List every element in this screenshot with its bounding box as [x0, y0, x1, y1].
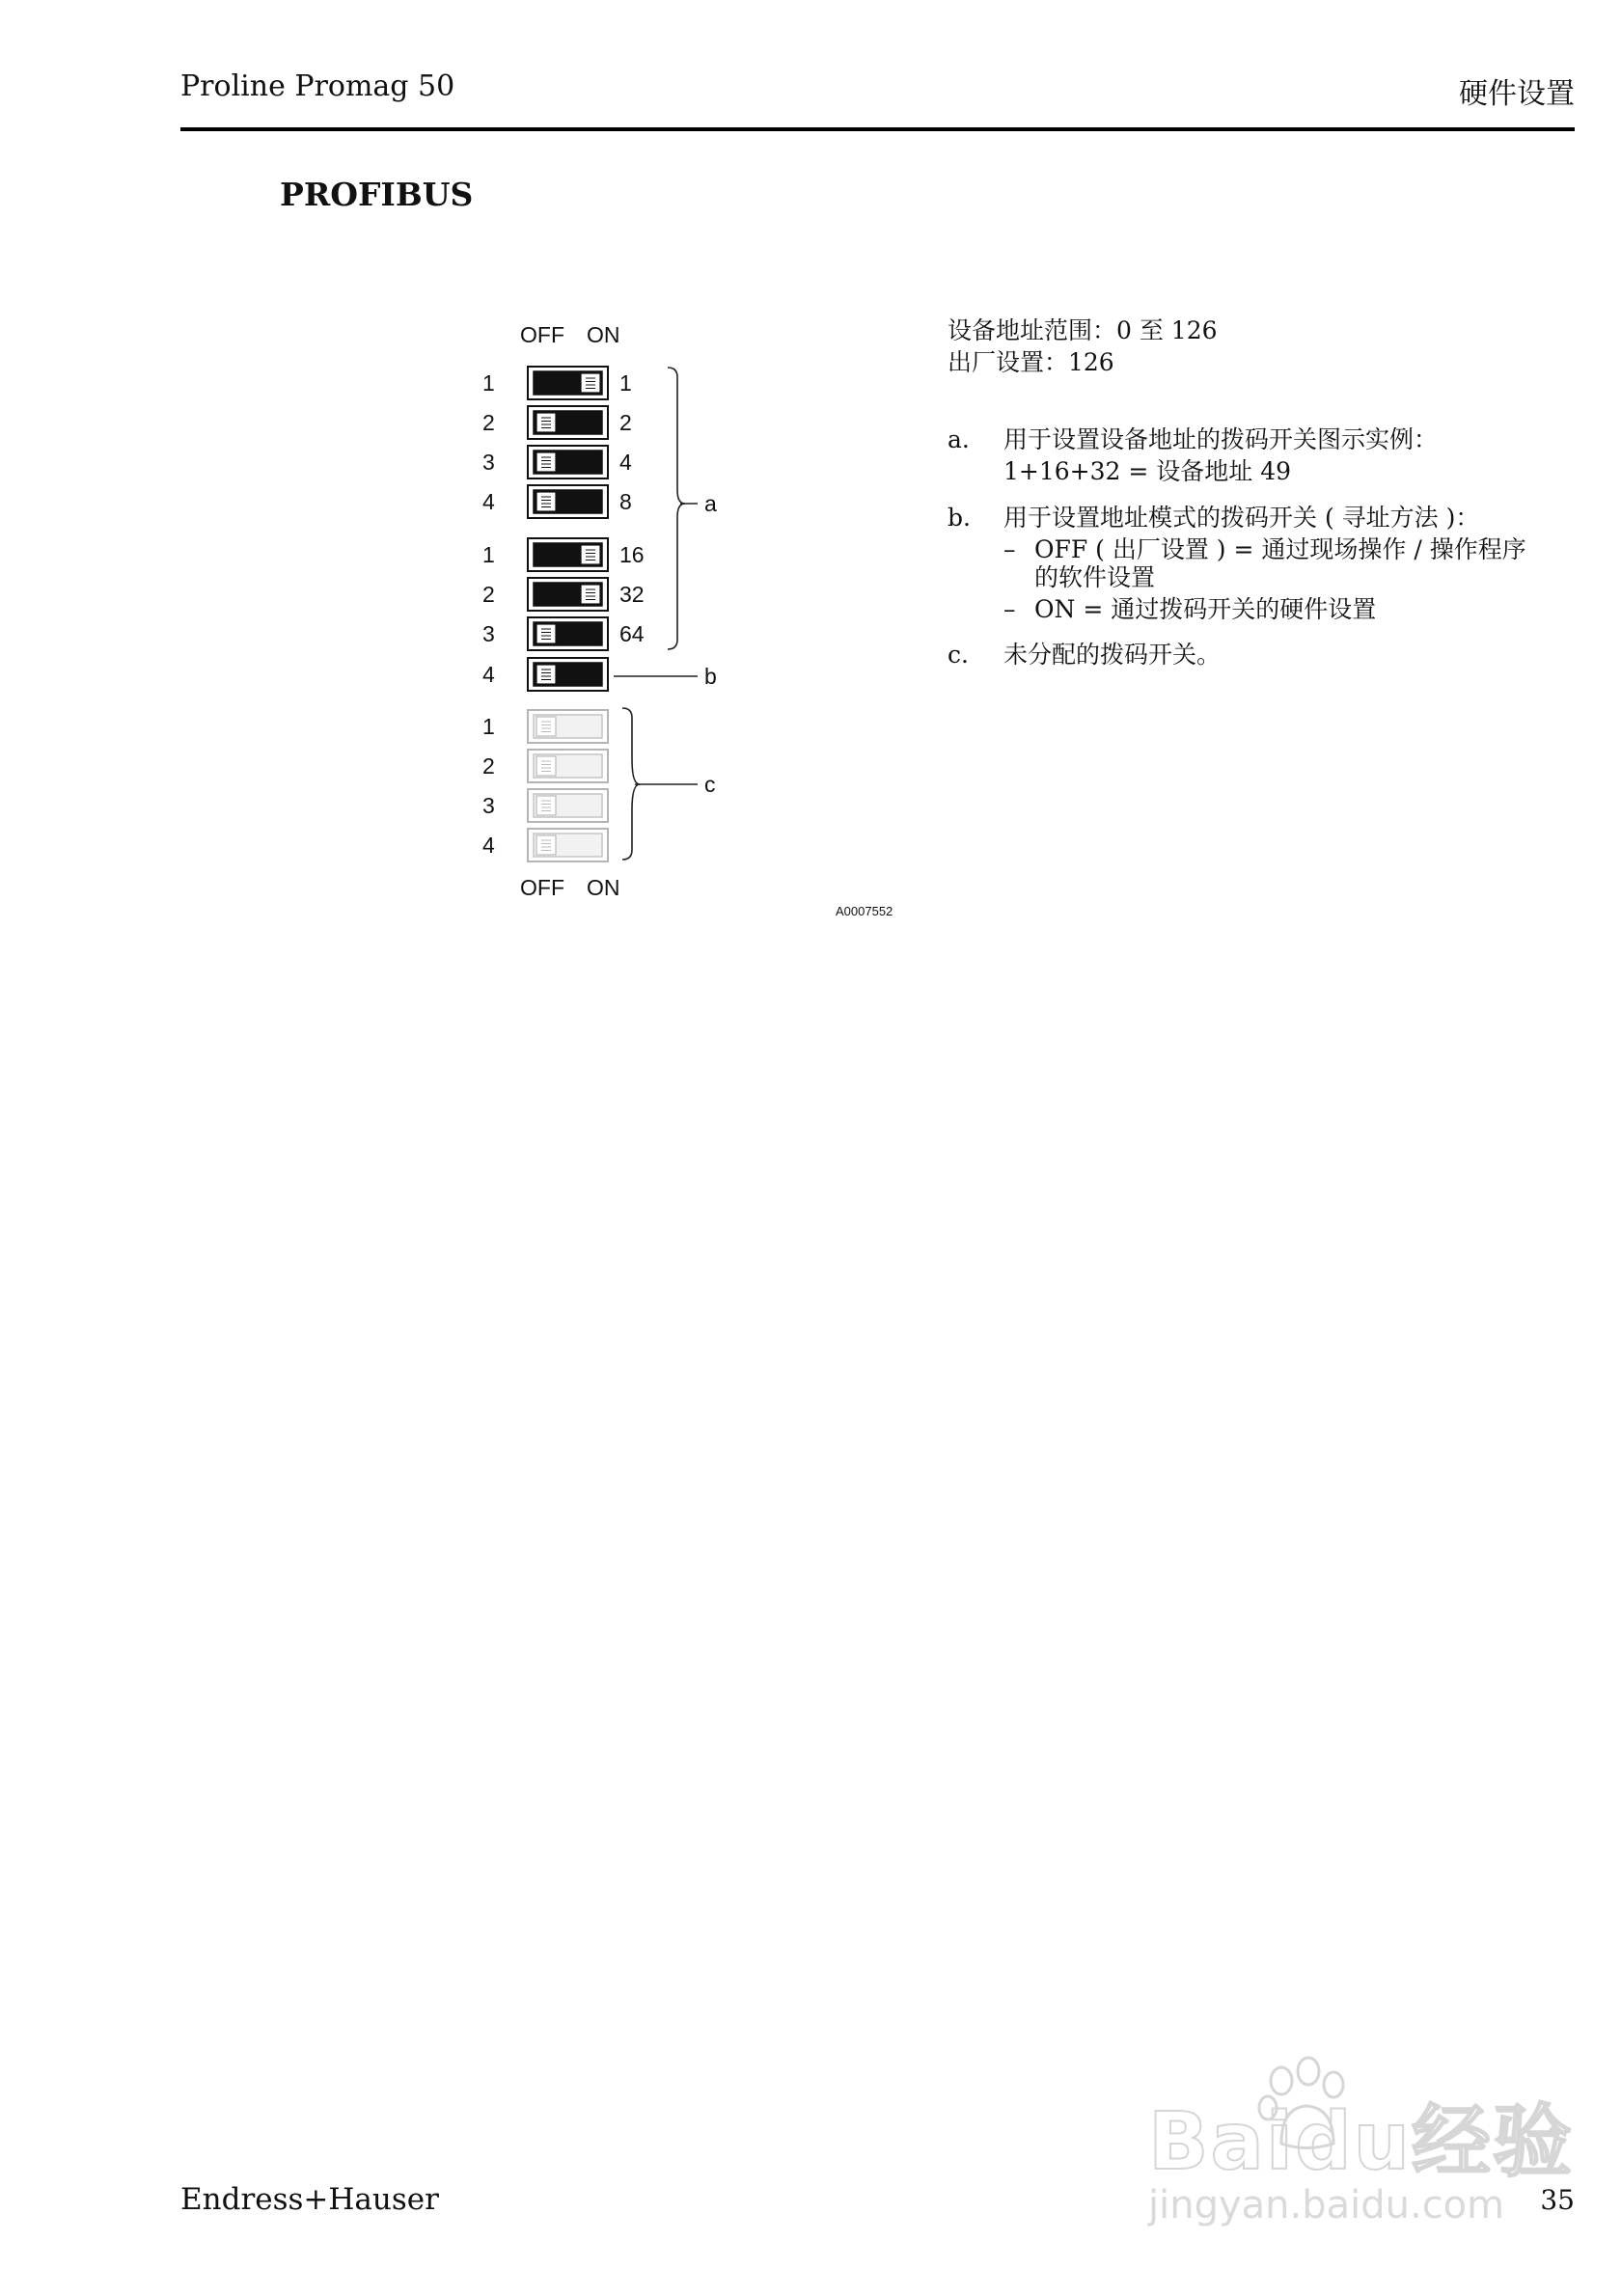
dip-switch-3 [482, 446, 632, 478]
legend-b-item-2: ON = 通过拨码开关的硬件设置 [1034, 595, 1377, 623]
dip-switch-number: 3 [482, 450, 495, 475]
legend-a-label: a. [948, 425, 970, 453]
dip-switch-11 [482, 789, 608, 822]
dip-switch-value: 32 [619, 582, 645, 607]
info-address-range: 设备地址范围：0 至 126 [948, 316, 1218, 344]
dip-switch-value: 1 [619, 370, 632, 396]
group-b-label: b [704, 664, 717, 689]
dip-switch-knob [536, 835, 556, 855]
dip-switch-10 [482, 750, 608, 782]
page-header-section: 硬件设置 [1459, 77, 1575, 111]
legend-b-text: 用于设置地址模式的拨码开关 ( 寻址方法 )： [1003, 504, 1480, 532]
dip-switch-1 [482, 367, 632, 399]
legend-a-text: 用于设置设备地址的拨码开关图示实例： [1003, 425, 1439, 453]
figure-id: A0007552 [836, 904, 893, 918]
group-a-bracket [668, 368, 685, 649]
dip-switch-value: 2 [619, 410, 632, 435]
dip-switch-value: 8 [619, 489, 632, 514]
group-c-label: c [704, 772, 716, 797]
dip-switch-knob [536, 452, 556, 472]
legend-c-text: 未分配的拨码开关。 [1003, 641, 1222, 669]
legend-b-item-1-cont: 的软件设置 [1034, 563, 1156, 591]
dip-switch-number: 2 [482, 410, 495, 435]
page-header-title: Proline Promag 50 [180, 69, 455, 103]
dip-switch-knob [581, 373, 600, 393]
group-a-label: a [704, 491, 717, 516]
dip-switch-figure [463, 314, 753, 912]
watermark-sub: jingyan.baidu.com [1148, 2183, 1505, 2228]
dip-switch-number: 4 [482, 662, 495, 687]
info-factory-setting: 出厂设置：126 [948, 348, 1114, 376]
header-rule [180, 127, 1575, 131]
dip-switch-number: 3 [482, 793, 495, 818]
legend-b-item-1: OFF ( 出厂设置 ) = 通过现场操作 / 操作程序 [1034, 535, 1526, 563]
figure-bottom-on-label: ON [587, 875, 620, 900]
legend-a-example: 1+16+32 = 设备地址 49 [1003, 457, 1292, 485]
watermark-main: Baidu经验 [1148, 2096, 1575, 2188]
footer-brand: Endress+Hauser [180, 2182, 439, 2217]
dip-switch-knob [536, 492, 556, 511]
dip-switch-number: 2 [482, 753, 495, 779]
dip-switch-value: 4 [619, 450, 632, 475]
dip-switch-6 [482, 578, 645, 611]
dip-switch-7 [482, 617, 645, 650]
legend-b-dash-1: – [1003, 535, 1016, 563]
dip-switch-number: 4 [482, 489, 495, 514]
dip-switch-knob [536, 624, 556, 643]
dip-switch-number: 1 [482, 714, 495, 739]
page-number: 35 [1540, 2184, 1575, 2216]
dip-switch-number: 1 [482, 370, 495, 396]
section-title: PROFIBUS [280, 176, 474, 213]
dip-switch-knob [536, 717, 556, 736]
dip-switch-12 [482, 829, 608, 861]
dip-switch-8 [482, 658, 608, 691]
paw-icon [1252, 2052, 1359, 2158]
dip-switch-5 [482, 538, 645, 571]
figure-bottom-off-label: OFF [520, 875, 564, 900]
dip-switch-number: 4 [482, 833, 495, 858]
legend-b-dash-2: – [1003, 595, 1016, 623]
dip-switch-9 [482, 710, 608, 743]
figure-top-on-label: ON [587, 322, 620, 347]
dip-switch-number: 1 [482, 542, 495, 567]
dip-switch-knob [536, 756, 556, 776]
legend-b-label: b. [948, 504, 971, 532]
dip-switch-knob [536, 413, 556, 432]
dip-switch-knob [581, 585, 600, 604]
dip-switch-number: 2 [482, 582, 495, 607]
dip-switch-value: 16 [619, 542, 645, 567]
dip-switch-knob [536, 665, 556, 684]
dip-switch-knob [581, 545, 600, 564]
figure-top-off-label: OFF [520, 322, 564, 347]
dip-switch-knob [536, 796, 556, 815]
dip-switch-value: 64 [619, 621, 645, 646]
dip-switch-2 [482, 406, 632, 439]
dip-switch-number: 3 [482, 621, 495, 646]
legend-c-label: c. [948, 641, 969, 669]
dip-switch-4 [482, 485, 632, 518]
